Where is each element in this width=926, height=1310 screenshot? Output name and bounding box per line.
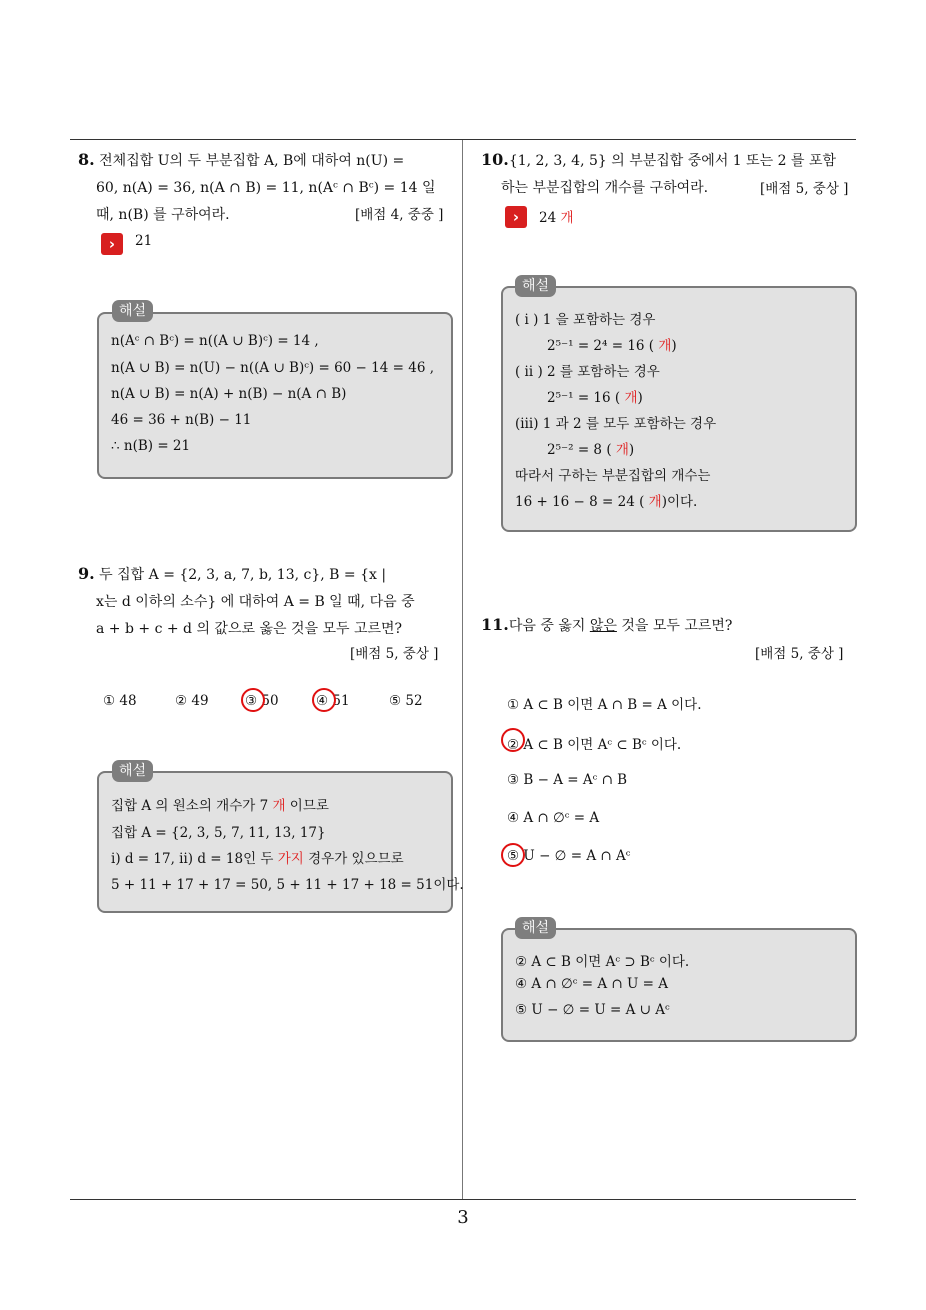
q8-sol-line: n(Aᶜ ∩ Bᶜ) = n((A ∪ B)ᶜ) = 14 ,: [111, 333, 319, 349]
q10-sol-text: 2⁵⁻¹ = 16 (: [547, 390, 625, 406]
selected-circle-mark: [241, 688, 265, 712]
q9-number: 9.: [78, 564, 95, 583]
q10-answer: [539, 206, 574, 226]
q11-line-underlined: 않은: [589, 618, 617, 634]
q9-option: ③ 50: [245, 693, 279, 709]
q8-number: 8.: [78, 150, 95, 169]
answer-chevron-icon: ›: [101, 233, 123, 255]
q11-solution-tag: 해설: [515, 917, 556, 939]
q11-number: 11.: [481, 615, 509, 634]
q10-sol-unit: 개: [658, 338, 672, 354]
q10-sol-line: (ⅲ) 1 과 2 를 모두 포함하는 경우: [515, 416, 717, 432]
q9-option: ⑤ 52: [389, 693, 423, 709]
q10-sol-line: 따라서 구하는 부분집합의 개수는: [515, 468, 711, 484]
q11-meta: [배점 5, 중상 ]: [755, 646, 844, 662]
q8-sol-line: n(A ∪ B) = n(U) − n((A ∪ B)ᶜ) = 60 − 14 = 46 ,: [111, 360, 434, 376]
selected-circle-mark: [312, 688, 336, 712]
q10-sol-line: [547, 438, 634, 458]
q10-sol-line: [547, 386, 643, 406]
q9-sol-line: [111, 847, 404, 867]
q11-option: ⑤ U − ∅ = A ∩ Aᶜ: [507, 848, 631, 864]
q10-sol-tail: )이다.: [661, 494, 698, 510]
q10-sol-line: [547, 334, 677, 354]
q10-sol-tail: ): [637, 390, 643, 406]
q8-solution-tag: 해설: [112, 300, 153, 322]
q11-option: ② A ⊂ B 이면 Aᶜ ⊂ Bᶜ 이다.: [507, 737, 682, 753]
q9-text: [78, 560, 454, 643]
q10-sol-tail: ): [671, 338, 677, 354]
q10-sol-tail: ): [628, 442, 635, 458]
q10-sol-line: [515, 490, 697, 510]
q10-sol-unit: 개: [615, 442, 629, 458]
page-number: 3: [457, 1207, 469, 1228]
q9-sol1-tail: 이므로: [285, 798, 329, 814]
q9-solution-tag: 해설: [112, 760, 153, 782]
answer-chevron-icon: ›: [505, 206, 527, 228]
q10-solution-box: [501, 286, 857, 532]
q9-option: ① 48: [103, 693, 137, 709]
q10-solution-tag: 해설: [515, 275, 556, 297]
top-rule: [70, 139, 856, 140]
q10-sol-unit: 개: [624, 390, 638, 406]
q9-sol3-unit: 가지: [277, 851, 304, 867]
q11-line-a: 다음 중 옳지: [508, 618, 590, 634]
q9-sol1-unit: 개: [272, 798, 286, 814]
q8-sol-line: 46 = 36 + n(B) − 11: [111, 412, 252, 428]
q10-sol-unit: 개: [648, 494, 662, 510]
q11-solution-box: [501, 928, 857, 1042]
q9-sol-line: 5 + 11 + 17 + 17 = 50, 5 + 11 + 17 + 18 = 51이다.: [111, 877, 464, 893]
q9-sol1-text: 집합 A 의 원소의 개수가 7: [111, 798, 273, 814]
q9-sol3-tail: 경우가 있으므로: [303, 851, 404, 867]
q9-line1: 두 집합 A = {2, 3, a, 7, b, 13, c}, B = {x |: [99, 567, 387, 583]
q9-sol-line: [111, 794, 329, 814]
q11-option: ① A ⊂ B 이면 A ∩ B = A 이다.: [507, 697, 702, 713]
q8-meta: [배점 4, 중중 ]: [355, 207, 444, 223]
q11-sol-line: ④ A ∩ ∅ᶜ = A ∩ U = A: [515, 976, 669, 992]
q10-number: 10.: [481, 150, 509, 169]
q11-text: [481, 611, 859, 640]
q9-sol-line: 집합 A = {2, 3, 5, 7, 11, 13, 17}: [111, 825, 326, 841]
q10-line1: {1, 2, 3, 4, 5} 의 부분집합 중에서 1 또는 2 를 포함: [508, 153, 837, 169]
q10-line2: 하는 부분집합의 개수를 구하여라.: [501, 180, 709, 196]
q10-answer-unit: 개: [560, 210, 574, 226]
q9-option: ② 49: [175, 693, 209, 709]
q10-sol-line: ( ⅰ ) 1 을 포함하는 경우: [515, 312, 656, 328]
q8-sol-line: n(A ∪ B) = n(A) + n(B) − n(A ∩ B): [111, 386, 347, 402]
q8-line3: 때, n(B) 를 구하여라.: [96, 207, 230, 223]
q9-solution-box: [97, 771, 464, 913]
column-divider: [462, 140, 463, 1200]
q8-answer: 21: [135, 233, 153, 249]
q11-line-c: 것을 모두 고르면?: [616, 618, 733, 634]
selected-circle-mark: [501, 843, 525, 867]
q9-sol3-text: ⅰ) d = 17, ⅱ) d = 18인 두: [111, 851, 278, 867]
q10-sol-line: ( ⅱ ) 2 를 포함하는 경우: [515, 364, 660, 380]
q11-option: ③ B − A = Aᶜ ∩ B: [507, 772, 628, 788]
selected-circle-mark: [501, 728, 525, 752]
q10-sol-text: 16 + 16 − 8 = 24 (: [515, 494, 649, 510]
q10-sol-text: 2⁵⁻² = 8 (: [547, 442, 616, 458]
q8-sol-line: ∴ n(B) = 21: [111, 438, 191, 454]
q9-meta: [배점 5, 중상 ]: [350, 646, 439, 662]
q11-sol-line: ② A ⊂ B 이면 Aᶜ ⊃ Bᶜ 이다.: [515, 954, 690, 970]
q8-line2: 60, n(A) = 36, n(A ∩ B) = 11, n(Aᶜ ∩ Bᶜ) = 14 일: [96, 180, 436, 196]
q9-line2: x는 d 이하의 소수} 에 대하여 A = B 일 때, 다음 중: [96, 594, 415, 610]
q10-meta: [배점 5, 중상 ]: [760, 181, 849, 197]
bottom-rule: [70, 1199, 856, 1200]
q8-solution-box: [97, 312, 453, 479]
q9-option: ④ 51: [316, 693, 350, 709]
q11-sol-line: ⑤ U − ∅ = U = A ∪ Aᶜ: [515, 1002, 670, 1018]
q11-option: ④ A ∩ ∅ᶜ = A: [507, 810, 600, 826]
q10-answer-number: 24: [539, 210, 561, 226]
q10-sol-text: 2⁵⁻¹ = 2⁴ = 16 (: [547, 338, 659, 354]
q8-line1: 전체집합 U의 두 부분집합 A, B에 대하여 n(U) =: [99, 153, 405, 169]
q9-line3: a + b + c + d 의 값으로 옳은 것을 모두 고르면?: [96, 621, 403, 637]
